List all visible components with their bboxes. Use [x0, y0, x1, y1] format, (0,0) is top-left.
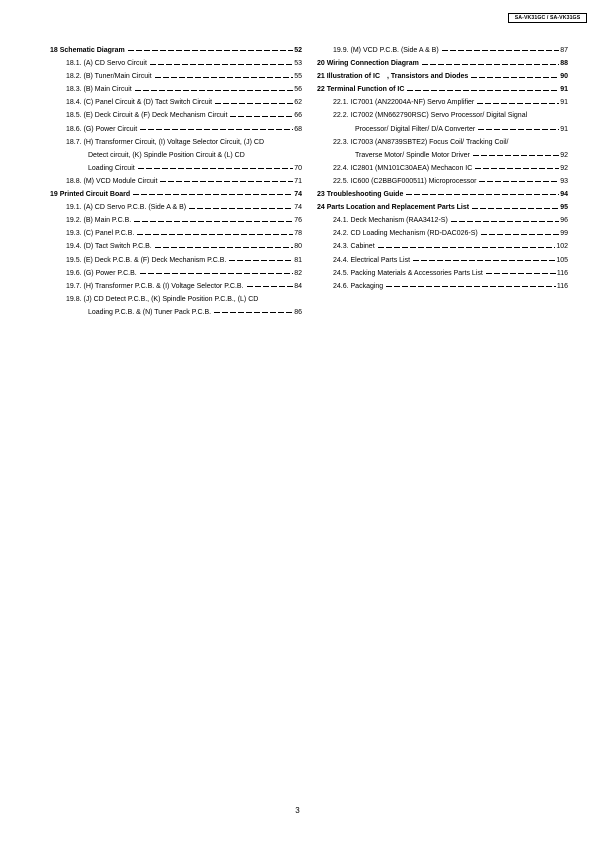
toc-entry[interactable]	[311, 227, 568, 240]
toc-entry-title: Detect circuit, (K) Spindle Position Circuit & (L) CD	[88, 151, 245, 159]
toc-entry[interactable]	[44, 214, 302, 227]
toc-entry-title: 24.1. Deck Mechanism (RAA3412-S)	[333, 217, 448, 225]
toc-leader-line	[215, 101, 293, 105]
toc-entry-page: 90	[560, 73, 568, 81]
toc-leader-line	[475, 167, 559, 171]
toc-entry-page: 91	[560, 99, 568, 107]
toc-entry-page: 53	[294, 60, 302, 68]
toc-entry-page: 74	[294, 191, 302, 199]
toc-entry-page: 94	[560, 191, 568, 199]
toc-entry-title: Processor/ Digital Filter/ D/A Converter	[355, 125, 476, 133]
toc-entry-title: 20 Wiring Connection Diagram	[317, 60, 419, 68]
toc-entry-title: 22.5. IC600 (C2BBGF000511) Microprocessor	[333, 177, 477, 185]
toc-entry-title: 24.3. Cabinet	[333, 243, 375, 251]
toc-entry[interactable]	[311, 136, 568, 149]
toc-entry-title: 24.4. Electrical Parts List	[333, 256, 411, 264]
toc-leader-line	[386, 285, 556, 289]
toc-entry-title: 24.2. CD Loading Mechanism (RD-DAC026-S)	[333, 230, 478, 238]
toc-leader-line	[150, 62, 293, 66]
toc-entry[interactable]	[311, 240, 568, 253]
toc-entry-title: 19.9. (M) VCD P.C.B. (Side A & B)	[333, 47, 439, 54]
toc-entry[interactable]	[44, 57, 302, 70]
toc-entry-page: 102	[556, 243, 568, 251]
toc-entry-title: 21 Illustration of IC , Transistors and Diodes	[317, 73, 469, 81]
toc-entry-title: Loading P.C.B. & (N) Tuner Pack P.C.B.	[88, 308, 212, 316]
toc-column-left	[44, 44, 302, 319]
toc-entry-page: 105	[556, 256, 568, 264]
toc-entry[interactable]	[44, 240, 302, 253]
toc-entry[interactable]	[44, 44, 302, 57]
toc-entry-title: Traverse Motor/ Spindle Motor Driver	[355, 151, 470, 159]
toc-entry-title: 19.6. (G) Power P.C.B.	[66, 269, 137, 277]
toc-entry[interactable]	[311, 188, 568, 201]
toc-entry-page: 92	[560, 151, 568, 159]
toc-entry-title: 22.4. IC2801 (MN101C30AEA) Mechacon IC	[333, 164, 473, 172]
toc-leader-line	[378, 246, 556, 250]
toc-entry[interactable]	[311, 201, 568, 214]
toc-entry-title: 24.5. Packing Materials & Accessories Parts List	[333, 269, 483, 277]
toc-entry-title: 22.1. IC7001 (AN22004A-NF) Servo Amplifier	[333, 99, 475, 107]
toc-entry-title: 19.4. (D) Tact Switch P.C.B.	[66, 243, 152, 251]
toc-entry-page: 91	[560, 86, 568, 94]
toc-entry-page: 66	[294, 112, 302, 120]
toc-entry-page: 95	[560, 204, 568, 212]
toc-leader-line	[478, 128, 559, 132]
toc-leader-line	[214, 311, 293, 315]
toc-entry[interactable]	[311, 162, 568, 175]
toc-leader-line	[128, 49, 294, 53]
toc-column-right	[311, 44, 568, 293]
toc-entry[interactable]	[44, 162, 302, 175]
toc-entry-page: 84	[294, 282, 302, 290]
toc-entry[interactable]	[44, 267, 302, 280]
toc-entry[interactable]	[311, 267, 568, 280]
toc-entry[interactable]	[311, 70, 568, 83]
toc-entry-title: 18 Schematic Diagram	[50, 47, 125, 54]
toc-entry[interactable]	[44, 136, 302, 149]
toc-entry-page: 55	[294, 73, 302, 81]
toc-entry-title: 19.2. (B) Main P.C.B.	[66, 217, 132, 225]
toc-entry-page: 70	[294, 164, 302, 172]
toc-entry-title: 19.8. (J) CD Detect P.C.B., (K) Spindle Position P.C.B., (L) CD	[66, 295, 259, 303]
toc-entry-page: 78	[294, 230, 302, 238]
toc-entry-title: 18.5. (E) Deck Circuit & (F) Deck Mechanism Circuit	[66, 112, 228, 120]
toc-entry-page: 71	[294, 177, 302, 185]
toc-entry[interactable]	[44, 201, 302, 214]
toc-entry[interactable]	[311, 175, 568, 188]
toc-leader-line	[422, 62, 559, 66]
toc-entry-page: 99	[560, 230, 568, 238]
toc-leader-line	[472, 206, 559, 210]
toc-entry[interactable]	[44, 175, 302, 188]
toc-entry-title: 24.6. Packaging	[333, 282, 384, 290]
toc-entry-page: 81	[294, 256, 302, 264]
toc-entry-title: 18.8. (M) VCD Module Circuit	[66, 177, 158, 185]
toc-entry-page: 92	[560, 164, 568, 172]
toc-leader-line	[140, 272, 294, 276]
page-number: 3	[295, 806, 300, 815]
toc-entry[interactable]	[44, 83, 302, 96]
toc-entry-page: 116	[556, 282, 568, 290]
toc-entry[interactable]	[44, 306, 302, 319]
toc-entry[interactable]	[44, 227, 302, 240]
toc-leader-line	[133, 193, 293, 197]
toc-leader-line	[155, 246, 293, 250]
toc-entry-title: 18.4. (C) Panel Circuit & (D) Tact Switch Circuit	[66, 99, 213, 107]
toc-entry-title: 18.6. (G) Power Circuit	[66, 125, 138, 133]
toc-entry-title: 24 Parts Location and Replacement Parts List	[317, 204, 470, 212]
toc-entry-title: 18.2. (B) Tuner/Main Circuit	[66, 73, 152, 81]
toc-entry-page: 96	[560, 217, 568, 225]
toc-entry-title: 19.5. (E) Deck P.C.B. & (F) Deck Mechanism P.C.B.	[66, 256, 227, 264]
toc-leader-line	[442, 49, 560, 53]
toc-leader-line	[451, 219, 559, 223]
toc-entry-page: 52	[294, 47, 302, 54]
toc-entry-page: 68	[294, 125, 302, 133]
toc-entry[interactable]	[44, 109, 302, 122]
toc-leader-line	[406, 193, 559, 197]
toc-entry-title: 22.3. IC7003 (AN8739SBTE2) Focus Coil/ Tracking Coil/	[333, 138, 509, 146]
toc-entry[interactable]	[311, 254, 568, 267]
toc-entry-title: 18.3. (B) Main Circuit	[66, 86, 132, 94]
toc-entry-page: 93	[560, 177, 568, 185]
toc-entry-title: 19.1. (A) CD Servo P.C.B. (Side A & B)	[66, 204, 187, 212]
toc-leader-line	[473, 154, 559, 158]
toc-entry[interactable]	[44, 293, 302, 306]
toc-entry-title: Loading Circuit	[88, 164, 135, 172]
toc-entry[interactable]	[311, 44, 568, 57]
toc-entry-page: 87	[560, 47, 568, 54]
toc-entry-page: 74	[294, 204, 302, 212]
toc-leader-line	[160, 180, 293, 184]
toc-entry[interactable]	[311, 83, 568, 96]
toc-leader-line	[229, 259, 293, 263]
toc-entry[interactable]	[44, 96, 302, 109]
toc-leader-line	[135, 88, 293, 92]
toc-entry[interactable]	[44, 123, 302, 136]
toc-entry-title: 19.3. (C) Panel P.C.B.	[66, 230, 135, 238]
toc-entry-title: 19 Printed Circuit Board	[50, 191, 131, 199]
toc-entry[interactable]	[311, 109, 568, 122]
toc-leader-line	[137, 232, 293, 236]
toc-leader-line	[230, 115, 293, 119]
toc-leader-line	[407, 88, 559, 92]
toc-entry-title: 18.1. (A) CD Servo Circuit	[66, 60, 147, 68]
toc-entry-page: 82	[294, 269, 302, 277]
toc-entry-title: 22 Terminal Function of IC	[317, 86, 405, 94]
toc-entry-page: 56	[294, 86, 302, 94]
toc-leader-line	[140, 128, 293, 132]
toc-leader-line	[134, 219, 293, 223]
toc-leader-line	[477, 101, 559, 105]
toc-entry-page: 76	[294, 217, 302, 225]
toc-entry-page: 91	[560, 125, 568, 133]
toc-entry[interactable]	[311, 57, 568, 70]
toc-entry-page: 88	[560, 60, 568, 68]
toc-entry-title: 18.7. (H) Transformer Circuit, (I) Voltage Selector Circuit, (J) CD	[66, 138, 264, 146]
toc-entry-page: 86	[294, 308, 302, 316]
model-label: SA-VK31GC / SA-VK31GS	[508, 13, 587, 23]
toc-leader-line	[481, 232, 559, 236]
toc-leader-line	[486, 272, 556, 276]
toc-entry-title: 19.7. (H) Transformer P.C.B. & (I) Voltage Selector P.C.B.	[66, 282, 244, 290]
toc-leader-line	[189, 206, 293, 210]
toc-entry-page: 62	[294, 99, 302, 107]
toc-entry[interactable]	[44, 188, 302, 201]
toc-entry[interactable]	[44, 254, 302, 267]
toc-leader-line	[413, 259, 555, 263]
toc-entry[interactable]	[44, 149, 302, 162]
toc-leader-line	[155, 75, 294, 79]
toc-entry[interactable]	[44, 280, 302, 293]
toc-entry[interactable]	[311, 214, 568, 227]
toc-entry-title: 22.2. IC7002 (MN662790RSC) Servo Processor/ Digital Signal	[333, 112, 528, 120]
toc-entry[interactable]	[44, 70, 302, 83]
toc-leader-line	[471, 75, 559, 79]
toc-entry[interactable]	[311, 96, 568, 109]
toc-entry[interactable]	[311, 123, 568, 136]
toc-leader-line	[479, 180, 559, 184]
toc-entry-page: 80	[294, 243, 302, 251]
toc-entry-page: 116	[556, 269, 568, 277]
toc-leader-line	[247, 285, 294, 289]
toc-entry[interactable]	[311, 149, 568, 162]
toc-entry-title: 23 Troubleshooting Guide	[317, 191, 404, 199]
toc-leader-line	[138, 167, 294, 171]
toc-entry[interactable]	[311, 280, 568, 293]
